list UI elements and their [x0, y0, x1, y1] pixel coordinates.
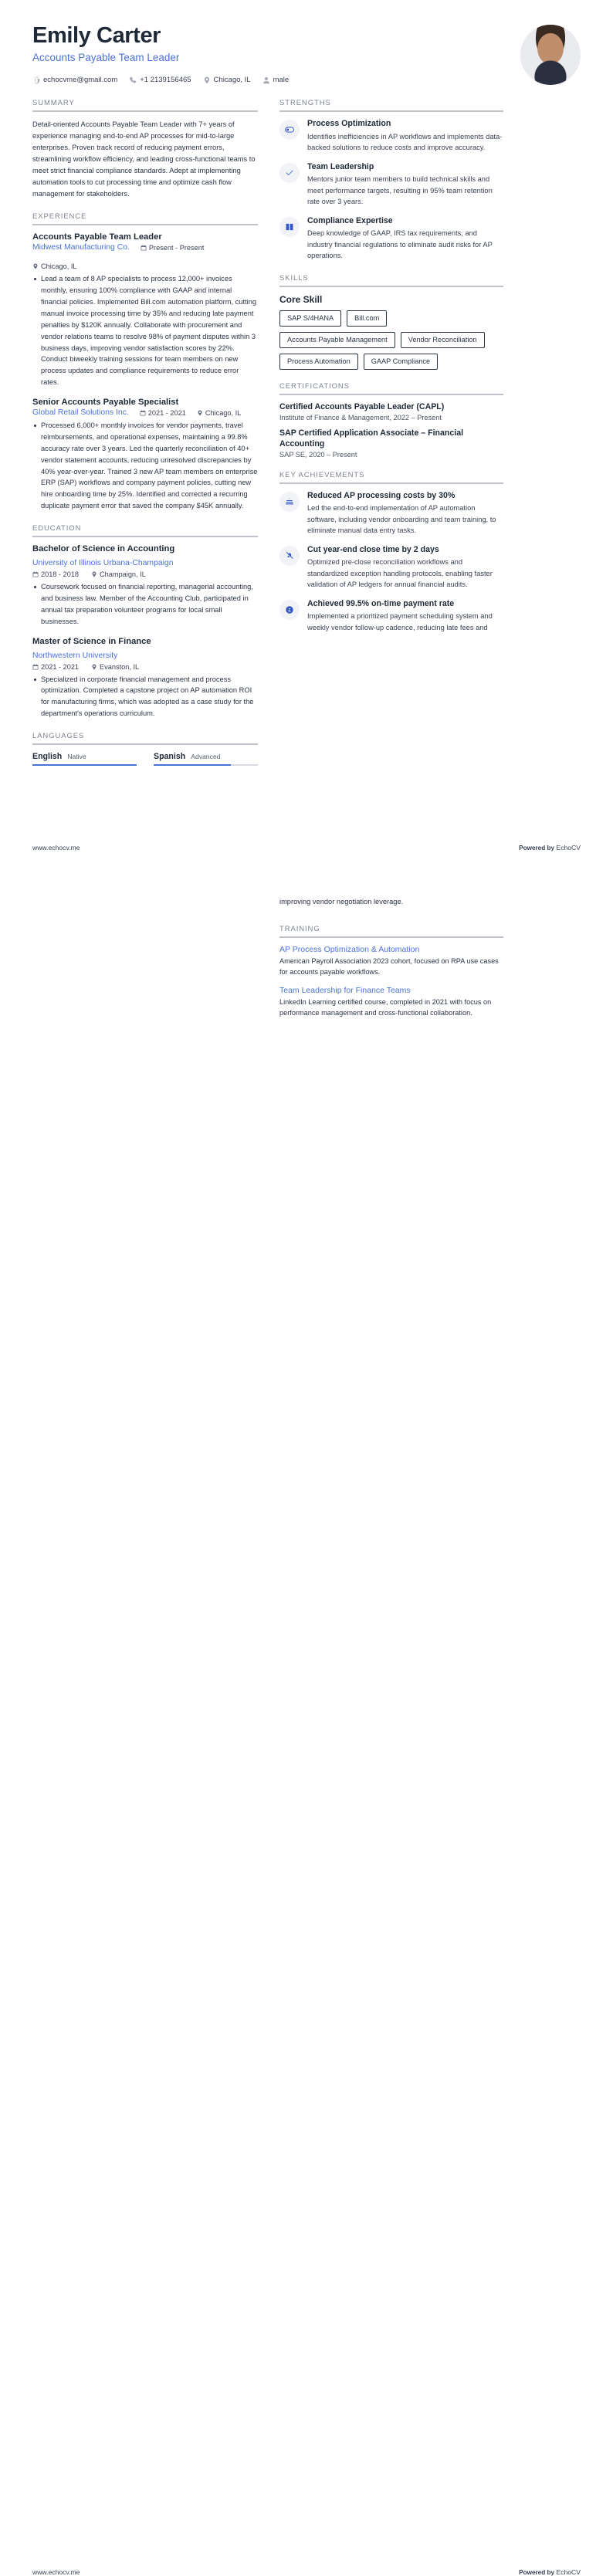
experience-bullets	[32, 273, 258, 388]
language-item	[154, 752, 258, 766]
achievement-body	[307, 545, 503, 591]
page-1-footer	[0, 844, 613, 851]
achievement-continuation-text: improving vendor negotiation leverage.	[279, 898, 404, 905]
section-title-strengths: STRENGTHS	[279, 99, 331, 107]
footer-brand-name: EchoCV	[556, 2568, 581, 2576]
experience-bullet: Processed 6,000+ monthly invoices for vendor payments, travel reimbursements, and operational expenses, maintaining a 99.8% accuracy rate over 3 years. Led the quarterly reconciliation of 40+ vendor statement accounts, reducing unresolved discrepancies by 40% year-over-year. Trained 3 new AP team members on enterprise ERP (SAP) workflows and company payment policies, cutting new hire onboarding time by 25%. Identified and corrected a recurring duplicate payment error that saved the company $45K annually.	[32, 420, 258, 512]
pound-coin-icon	[279, 600, 300, 620]
section-key-achievements	[279, 471, 503, 634]
education-entry	[32, 544, 258, 628]
education-bullet: Coursework focused on financial reporting, managerial accounting, and business law. Member of the Accounting Club, participated in annual tax preparation volunteer programs for local small businesses.	[32, 581, 258, 628]
language-proficiency-bar	[154, 764, 258, 766]
location-icon	[32, 263, 39, 269]
achievement-title: Reduced AP processing costs by 30%	[307, 490, 456, 500]
page-2-cols	[32, 867, 581, 1031]
languages-list	[32, 752, 258, 766]
contact-email-value: echocvme@gmail.com	[43, 76, 118, 85]
page-2-left-column	[32, 896, 258, 1031]
section-title-certifications: CERTIFICATIONS	[279, 381, 350, 391]
location-icon	[91, 664, 97, 670]
achievement-item	[279, 545, 503, 591]
strength-desc: Mentors junior team members to build technical skills and meet performance targets, resulting in 95% team retention rate over 3 years.	[307, 175, 493, 206]
contact-location-value: Chicago, IL	[213, 76, 251, 85]
page-2-footer	[0, 2568, 613, 2576]
section-training	[279, 925, 503, 1018]
calendar-icon	[141, 245, 147, 251]
certification-item	[279, 428, 503, 459]
strength-title: Process Optimization	[307, 119, 391, 128]
cake-icon	[279, 492, 300, 512]
section-title-summary: SUMMARY	[32, 99, 75, 107]
training-desc: LinkedIn Learning certified course, completed in 2021 with focus on performance management and cross-functional collaboration.	[279, 997, 492, 1017]
avatar-photo	[520, 25, 581, 85]
section-title-languages: LANGUAGES	[32, 732, 85, 741]
calendar-icon	[140, 410, 146, 416]
skill-group-title: Core Skill	[279, 293, 323, 305]
education-dates	[32, 570, 79, 578]
language-level: Advanced	[191, 753, 221, 761]
section-languages	[32, 732, 258, 766]
education-school: Northwestern University	[32, 651, 118, 660]
achievement-desc: Implemented a prioritized payment scheduling system and weekly vendor follow-up cadence, reducing late fees and	[307, 612, 493, 631]
skill-chip: Bill.com	[347, 310, 387, 327]
experience-entry	[32, 232, 258, 388]
section-summary	[32, 99, 258, 200]
section-experience	[32, 212, 258, 512]
location-icon	[197, 410, 203, 416]
strength-body	[307, 162, 503, 208]
education-location-value: Champaign, IL	[100, 570, 146, 579]
section-title-training: TRAINING	[279, 925, 320, 934]
strength-title: Team Leadership	[307, 161, 374, 171]
skill-chip: Process Automation	[279, 354, 358, 370]
strength-body	[307, 119, 503, 154]
check-icon	[279, 163, 300, 183]
education-degree: Bachelor of Science in Accounting	[32, 544, 175, 554]
experience-dates	[140, 409, 186, 417]
skill-chip: GAAP Compliance	[364, 354, 438, 370]
education-location-value: Evanston, IL	[100, 662, 140, 671]
section-title-skills: SKILLS	[279, 273, 309, 283]
contact-phone[interactable]	[129, 76, 191, 84]
bell-off-icon	[279, 546, 300, 566]
resume-body	[0, 85, 613, 778]
experience-entry	[32, 398, 258, 512]
language-item	[32, 752, 137, 766]
experience-location	[197, 409, 241, 417]
strength-item	[279, 162, 503, 208]
education-location	[91, 570, 146, 578]
person-icon	[262, 76, 270, 84]
certification-name: SAP Certified Application Associate – Financial Accounting	[279, 428, 464, 449]
experience-meta	[32, 408, 258, 417]
contact-email[interactable]	[32, 76, 117, 84]
experience-dates	[141, 244, 205, 252]
language-head	[154, 752, 258, 761]
experience-org: Global Retail Solutions Inc.	[32, 408, 129, 418]
section-skills	[279, 274, 503, 370]
phone-icon	[129, 76, 137, 84]
skill-chip-list	[279, 310, 503, 370]
candidate-job-title: Accounts Payable Team Leader	[32, 52, 180, 64]
right-column	[279, 99, 503, 645]
calendar-icon	[32, 571, 39, 577]
experience-org: Midwest Manufacturing Co.	[32, 243, 130, 252]
language-name: Spanish	[154, 752, 186, 762]
education-entry	[32, 637, 258, 720]
strength-item	[279, 216, 503, 262]
location-icon	[203, 76, 211, 84]
resume-page-1	[0, 0, 613, 867]
avatar	[520, 25, 581, 85]
contact-gender-value: male	[273, 76, 290, 85]
experience-role: Senior Accounts Payable Specialist	[32, 398, 179, 408]
section-rule	[32, 224, 258, 225]
calendar-icon	[32, 664, 39, 670]
achievement-desc: Optimized pre-close reconciliation workflows and standardized exception handling protocols, enabling faster validation of AP ledgers for annual financial audits.	[307, 558, 493, 589]
language-head	[32, 752, 137, 761]
footer-site[interactable]: www.echocv.me	[32, 844, 80, 851]
svg-text:£: £	[288, 608, 291, 613]
education-school: University of Illinois Urbana-Champaign	[32, 559, 174, 568]
contact-gender	[262, 76, 290, 84]
achievement-body	[307, 599, 503, 634]
certification-name: Certified Accounts Payable Leader (CAPL)	[279, 401, 445, 411]
skill-chip: Vendor Reconciliation	[401, 332, 485, 348]
experience-dates-value: Present - Present	[148, 243, 205, 252]
section-rule	[32, 110, 258, 112]
education-dates-value: 2021 - 2021	[41, 662, 80, 671]
experience-meta	[32, 243, 258, 270]
footer-brand-name: EchoCV	[556, 844, 581, 851]
section-certifications	[279, 382, 503, 459]
left-column	[32, 99, 258, 778]
page-2-right-column	[279, 896, 503, 1031]
achievement-item	[279, 491, 503, 537]
achievement-item	[279, 599, 503, 634]
achievement-title: Cut year-end close time by 2 days	[307, 544, 439, 554]
education-location	[91, 663, 139, 671]
language-level: Native	[67, 753, 86, 761]
education-bullet: Specialized in corporate financial management and process optimization. Completed a capstone project on AP automation ROI for manufacturing firms, which was adopted as a case study for the department's operations curriculum.	[32, 674, 258, 720]
section-strengths	[279, 99, 503, 262]
experience-dates-value: 2021 - 2021	[147, 408, 186, 417]
resume-header	[0, 0, 613, 85]
section-rule	[279, 482, 503, 484]
certification-issuer: Institute of Finance & Management, 2022 – Present	[279, 413, 442, 421]
section-education	[32, 524, 258, 719]
section-rule	[279, 286, 503, 287]
footer-powered-prefix: Powered by	[519, 845, 555, 851]
footer-powered-prefix: Powered by	[519, 2569, 555, 2576]
section-title-key-achievements: KEY ACHIEVEMENTS	[279, 470, 365, 479]
section-rule	[32, 743, 258, 745]
certification-issuer: SAP SE, 2020 – Present	[279, 450, 357, 459]
education-dates	[32, 663, 79, 671]
footer-brand	[519, 2568, 581, 2576]
section-rule	[279, 110, 503, 112]
resume-page-2	[0, 867, 613, 2576]
section-rule	[279, 936, 503, 938]
contact-row	[32, 76, 289, 84]
education-degree: Master of Science in Finance	[32, 636, 151, 646]
training-desc: American Payroll Association 2023 cohort, focused on RPA use cases for accounts payable workflows.	[279, 957, 499, 977]
strength-body	[307, 216, 503, 262]
page-2-body	[0, 867, 613, 1031]
language-name: English	[32, 752, 63, 762]
contact-location	[203, 76, 251, 84]
education-dates-value: 2018 - 2018	[41, 570, 80, 579]
strength-desc: Identifies inefficiencies in AP workflows and implements data-backed solutions to reduce costs and improve accuracy.	[307, 132, 503, 152]
education-bullets	[32, 581, 258, 628]
summary-text: Detail-oriented Accounts Payable Team Leader with 7+ years of experience managing end-to-end AP processes for mid-to-large enterprises. Proven track record of reducing payment errors, streamlining workflow efficiency, and leading cross-functional teams to meet strict financial compliance standards. Adept at implementing automation tools to cut processing time and optimize cash flow management for stakeholders.	[32, 120, 256, 198]
section-rule	[279, 394, 503, 395]
training-item	[279, 945, 503, 978]
toggle-icon	[279, 120, 300, 140]
skill-chip: SAP S/4HANA	[279, 310, 341, 327]
location-icon	[91, 571, 97, 577]
experience-location-value: Chicago, IL	[41, 262, 77, 271]
experience-bullets	[32, 420, 258, 512]
footer-brand	[519, 844, 581, 851]
strength-item	[279, 119, 503, 154]
training-name: AP Process Optimization & Automation	[279, 945, 420, 955]
education-meta	[32, 570, 258, 578]
education-bullets	[32, 674, 258, 720]
achievement-body	[307, 491, 503, 537]
training-name: Team Leadership for Finance Teams	[279, 985, 411, 995]
skill-chip: Accounts Payable Management	[279, 332, 395, 348]
experience-location-value: Chicago, IL	[205, 408, 242, 417]
contact-phone-value: +1 2139156465	[140, 76, 191, 85]
strength-desc: Deep knowledge of GAAP, IRS tax requirements, and industry financial regulations to eliminate audit risks for AP operations.	[307, 229, 493, 260]
experience-role: Accounts Payable Team Leader	[32, 232, 162, 242]
certification-item	[279, 402, 503, 421]
section-title-experience: EXPERIENCE	[32, 212, 87, 222]
header-identity	[32, 23, 289, 84]
email-icon	[32, 76, 40, 84]
achievement-title: Achieved 99.5% on-time payment rate	[307, 598, 455, 608]
candidate-name: Emily Carter	[32, 23, 161, 48]
strength-title: Compliance Expertise	[307, 215, 393, 225]
section-rule	[32, 536, 258, 537]
book-icon	[279, 217, 300, 237]
footer-site[interactable]: www.echocv.me	[32, 2568, 80, 2576]
experience-location	[32, 262, 76, 270]
achievement-desc: Led the end-to-end implementation of AP automation software, including vendor onboarding and team training, to eliminate manual data entry tasks.	[307, 504, 496, 535]
language-proficiency-bar	[32, 764, 137, 766]
experience-bullet: Lead a team of 8 AP specialists to process 12,000+ invoices monthly, ensuring 100% compliance with GAAP and internal financial policies. Implemented Bill.com automation platform, cutting manual invoice processing time by 35% and reducing late payment penalties by $120K annually. Collaborate with procurement and vendor relations teams to resolve 98% of payment disputes within 3 business days, improving vendor satisfaction scores by 22%. Conduct biweekly training sessions for team members on new process updates and compliance requirements to reduce error rates.	[32, 273, 258, 388]
section-title-education: EDUCATION	[32, 524, 82, 533]
education-meta	[32, 663, 258, 671]
training-item	[279, 986, 503, 1019]
